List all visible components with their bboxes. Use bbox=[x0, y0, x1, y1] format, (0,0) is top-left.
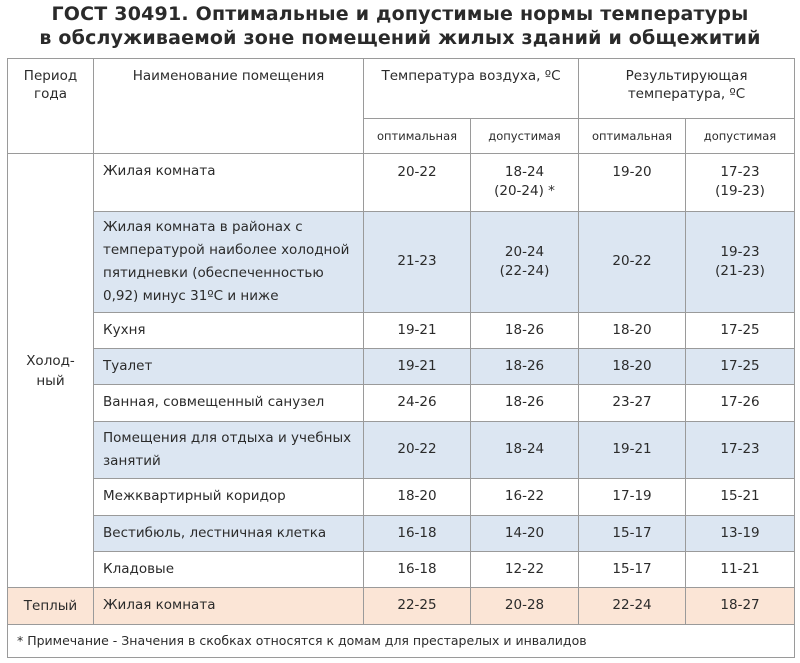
room-name: Жилая комната в районах с температурой наиболее холодной пятидневки (обеспеченностью 0,92) минус 31ºС и ниже bbox=[94, 211, 364, 312]
room-name: Помещения для отдыха и учебных занятий bbox=[94, 421, 364, 479]
air-allowed: 18-26 bbox=[471, 348, 579, 384]
table-row bbox=[8, 153, 795, 211]
room-name: Туалет bbox=[94, 348, 364, 384]
air-optimal: 20-22 bbox=[364, 153, 471, 211]
room-name: Кладовые bbox=[94, 551, 364, 587]
result-optimal: 22-24 bbox=[579, 588, 686, 624]
period-cold: Холод- ный bbox=[8, 153, 94, 587]
result-optimal: 17-19 bbox=[579, 479, 686, 515]
air-optimal: 16-18 bbox=[364, 515, 471, 551]
air-optimal: 16-18 bbox=[364, 551, 471, 587]
result-allowed: 17-23 bbox=[686, 421, 795, 479]
footnote: * Примечание - Значения в скобках относятся к домам для престарелых и инвалидов bbox=[8, 624, 795, 657]
result-allowed: 11-21 bbox=[686, 551, 795, 587]
result-optimal: 18-20 bbox=[579, 348, 686, 384]
subheader-result-optimal: оптимальная bbox=[579, 118, 686, 153]
result-allowed: 19-23 (21-23) bbox=[686, 211, 795, 312]
result-allowed: 15-21 bbox=[686, 479, 795, 515]
air-optimal: 21-23 bbox=[364, 211, 471, 312]
title-line-2: в обслуживаемой зоне помещений жилых зданий и общежитий bbox=[39, 27, 761, 49]
air-optimal: 20-22 bbox=[364, 421, 471, 479]
table-row bbox=[8, 312, 795, 348]
header-result-temp: Результирующая температура, ºС bbox=[579, 59, 795, 119]
air-allowed: 18-26 bbox=[471, 385, 579, 421]
room-name: Жилая комната bbox=[94, 153, 364, 211]
title-line-1: ГОСТ 30491. Оптимальные и допустимые нормы температуры bbox=[51, 3, 749, 25]
result-optimal: 23-27 bbox=[579, 385, 686, 421]
header-period: Период года bbox=[8, 59, 94, 154]
header-row bbox=[8, 59, 795, 119]
note-row bbox=[8, 624, 795, 657]
result-allowed: 17-26 bbox=[686, 385, 795, 421]
temperature-norms-table bbox=[7, 58, 795, 658]
result-allowed: 13-19 bbox=[686, 515, 795, 551]
air-allowed: 20-28 bbox=[471, 588, 579, 624]
result-optimal: 20-22 bbox=[579, 211, 686, 312]
air-optimal: 24-26 bbox=[364, 385, 471, 421]
table-row bbox=[8, 421, 795, 479]
header-air-temp: Температура воздуха, ºС bbox=[364, 59, 579, 119]
air-optimal: 19-21 bbox=[364, 348, 471, 384]
table-row bbox=[8, 348, 795, 384]
result-optimal: 19-21 bbox=[579, 421, 686, 479]
room-name: Ванная, совмещенный санузел bbox=[94, 385, 364, 421]
air-allowed: 14-20 bbox=[471, 515, 579, 551]
table-row bbox=[8, 385, 795, 421]
period-warm: Теплый bbox=[8, 588, 94, 624]
room-name: Кухня bbox=[94, 312, 364, 348]
table-row bbox=[8, 211, 795, 312]
air-allowed: 12-22 bbox=[471, 551, 579, 587]
result-optimal: 15-17 bbox=[579, 551, 686, 587]
air-allowed: 18-24 (20-24) * bbox=[471, 153, 579, 211]
table-row-warm bbox=[8, 588, 795, 624]
air-allowed: 18-24 bbox=[471, 421, 579, 479]
result-allowed: 17-25 bbox=[686, 348, 795, 384]
subheader-air-optimal: оптимальная bbox=[364, 118, 471, 153]
result-optimal: 18-20 bbox=[579, 312, 686, 348]
air-allowed: 20-24 (22-24) bbox=[471, 211, 579, 312]
table-row bbox=[8, 515, 795, 551]
air-optimal: 19-21 bbox=[364, 312, 471, 348]
air-allowed: 16-22 bbox=[471, 479, 579, 515]
result-optimal: 15-17 bbox=[579, 515, 686, 551]
result-allowed: 17-23 (19-23) bbox=[686, 153, 795, 211]
result-allowed: 17-25 bbox=[686, 312, 795, 348]
table-row bbox=[8, 551, 795, 587]
result-optimal: 19-20 bbox=[579, 153, 686, 211]
subheader-air-allowed: допустимая bbox=[471, 118, 579, 153]
page-title bbox=[0, 2, 800, 50]
table-row bbox=[8, 479, 795, 515]
result-allowed: 18-27 bbox=[686, 588, 795, 624]
room-name: Жилая комната bbox=[94, 588, 364, 624]
air-allowed: 18-26 bbox=[471, 312, 579, 348]
room-name: Межквартирный коридор bbox=[94, 479, 364, 515]
header-room: Наименование помещения bbox=[94, 59, 364, 154]
air-optimal: 18-20 bbox=[364, 479, 471, 515]
room-name: Вестибюль, лестничная клетка bbox=[94, 515, 364, 551]
air-optimal: 22-25 bbox=[364, 588, 471, 624]
subheader-result-allowed: допустимая bbox=[686, 118, 795, 153]
